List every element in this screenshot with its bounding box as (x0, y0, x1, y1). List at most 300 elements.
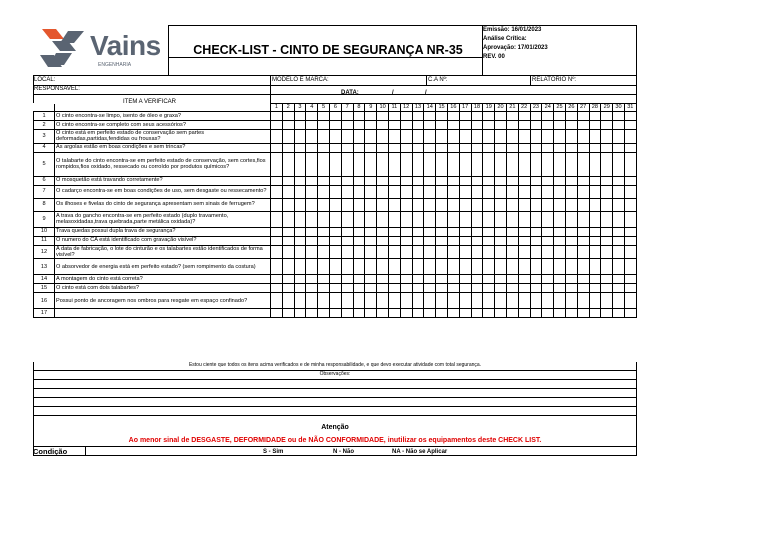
check-cell[interactable] (341, 121, 353, 130)
check-cell[interactable] (341, 152, 353, 176)
check-cell[interactable] (341, 198, 353, 211)
check-cell[interactable] (306, 185, 318, 198)
check-cell[interactable] (306, 211, 318, 227)
check-cell[interactable] (341, 275, 353, 284)
check-cell[interactable] (377, 198, 389, 211)
check-cell[interactable] (329, 185, 341, 198)
check-cell[interactable] (530, 176, 542, 185)
check-cell[interactable] (506, 293, 518, 309)
check-cell[interactable] (483, 112, 495, 121)
check-cell[interactable] (506, 245, 518, 259)
check-cell[interactable] (388, 259, 400, 275)
check-cell[interactable] (424, 152, 436, 176)
check-cell[interactable] (554, 284, 566, 293)
check-cell[interactable] (577, 185, 589, 198)
check-cell[interactable] (589, 143, 601, 152)
check-cell[interactable] (282, 130, 294, 144)
check-cell[interactable] (294, 198, 306, 211)
check-cell[interactable] (518, 259, 530, 275)
check-cell[interactable] (471, 130, 483, 144)
check-cell[interactable] (530, 112, 542, 121)
check-cell[interactable] (424, 293, 436, 309)
check-cell[interactable] (271, 143, 283, 152)
check-cell[interactable] (447, 236, 459, 245)
check-cell[interactable] (436, 176, 448, 185)
check-cell[interactable] (506, 185, 518, 198)
check-cell[interactable] (447, 309, 459, 318)
check-cell[interactable] (377, 112, 389, 121)
check-cell[interactable] (377, 236, 389, 245)
check-cell[interactable] (518, 176, 530, 185)
check-cell[interactable] (271, 198, 283, 211)
check-cell[interactable] (294, 211, 306, 227)
check-cell[interactable] (365, 245, 377, 259)
check-cell[interactable] (400, 293, 412, 309)
check-cell[interactable] (365, 309, 377, 318)
check-cell[interactable] (436, 227, 448, 236)
check-cell[interactable] (388, 275, 400, 284)
check-cell[interactable] (271, 284, 283, 293)
check-cell[interactable] (318, 284, 330, 293)
check-cell[interactable] (542, 236, 554, 245)
check-cell[interactable] (341, 245, 353, 259)
check-cell[interactable] (613, 121, 625, 130)
check-cell[interactable] (318, 245, 330, 259)
check-cell[interactable] (459, 227, 471, 236)
check-cell[interactable] (329, 245, 341, 259)
check-cell[interactable] (530, 293, 542, 309)
check-cell[interactable] (483, 227, 495, 236)
check-cell[interactable] (601, 284, 613, 293)
check-cell[interactable] (436, 275, 448, 284)
check-cell[interactable] (436, 236, 448, 245)
check-cell[interactable] (353, 185, 365, 198)
check-cell[interactable] (306, 198, 318, 211)
check-cell[interactable] (412, 236, 424, 245)
check-cell[interactable] (601, 121, 613, 130)
check-cell[interactable] (554, 275, 566, 284)
check-cell[interactable] (589, 309, 601, 318)
check-cell[interactable] (424, 259, 436, 275)
check-cell[interactable] (459, 284, 471, 293)
check-cell[interactable] (318, 211, 330, 227)
check-cell[interactable] (589, 152, 601, 176)
check-cell[interactable] (306, 227, 318, 236)
check-cell[interactable] (577, 112, 589, 121)
check-cell[interactable] (495, 211, 507, 227)
check-cell[interactable] (613, 130, 625, 144)
check-cell[interactable] (613, 284, 625, 293)
check-cell[interactable] (459, 152, 471, 176)
check-cell[interactable] (341, 227, 353, 236)
check-cell[interactable] (554, 227, 566, 236)
check-cell[interactable] (306, 176, 318, 185)
check-cell[interactable] (459, 245, 471, 259)
check-cell[interactable] (282, 112, 294, 121)
check-cell[interactable] (624, 185, 636, 198)
check-cell[interactable] (542, 176, 554, 185)
check-cell[interactable] (424, 176, 436, 185)
check-cell[interactable] (294, 293, 306, 309)
check-cell[interactable] (542, 198, 554, 211)
check-cell[interactable] (436, 211, 448, 227)
check-cell[interactable] (483, 309, 495, 318)
check-cell[interactable] (329, 211, 341, 227)
check-cell[interactable] (447, 293, 459, 309)
check-cell[interactable] (329, 198, 341, 211)
check-cell[interactable] (341, 176, 353, 185)
check-cell[interactable] (589, 284, 601, 293)
check-cell[interactable] (624, 112, 636, 121)
check-cell[interactable] (624, 176, 636, 185)
check-cell[interactable] (306, 309, 318, 318)
check-cell[interactable] (388, 143, 400, 152)
check-cell[interactable] (530, 227, 542, 236)
check-cell[interactable] (613, 309, 625, 318)
check-cell[interactable] (506, 130, 518, 144)
check-cell[interactable] (624, 236, 636, 245)
check-cell[interactable] (577, 309, 589, 318)
check-cell[interactable] (589, 245, 601, 259)
check-cell[interactable] (282, 211, 294, 227)
check-cell[interactable] (282, 185, 294, 198)
check-cell[interactable] (483, 293, 495, 309)
check-cell[interactable] (506, 284, 518, 293)
check-cell[interactable] (601, 275, 613, 284)
check-cell[interactable] (518, 130, 530, 144)
check-cell[interactable] (565, 211, 577, 227)
check-cell[interactable] (412, 259, 424, 275)
check-cell[interactable] (459, 293, 471, 309)
check-cell[interactable] (613, 259, 625, 275)
check-cell[interactable] (624, 121, 636, 130)
check-cell[interactable] (282, 143, 294, 152)
check-cell[interactable] (601, 245, 613, 259)
check-cell[interactable] (318, 293, 330, 309)
check-cell[interactable] (518, 284, 530, 293)
check-cell[interactable] (271, 309, 283, 318)
check-cell[interactable] (506, 176, 518, 185)
check-cell[interactable] (282, 293, 294, 309)
check-cell[interactable] (471, 211, 483, 227)
check-cell[interactable] (353, 176, 365, 185)
check-cell[interactable] (471, 293, 483, 309)
check-cell[interactable] (601, 143, 613, 152)
check-cell[interactable] (577, 284, 589, 293)
check-cell[interactable] (506, 112, 518, 121)
check-cell[interactable] (377, 185, 389, 198)
check-cell[interactable] (271, 275, 283, 284)
check-cell[interactable] (412, 121, 424, 130)
check-cell[interactable] (436, 121, 448, 130)
check-cell[interactable] (294, 259, 306, 275)
check-cell[interactable] (400, 152, 412, 176)
check-cell[interactable] (294, 152, 306, 176)
check-cell[interactable] (353, 152, 365, 176)
check-cell[interactable] (483, 185, 495, 198)
check-cell[interactable] (388, 198, 400, 211)
check-cell[interactable] (436, 130, 448, 144)
check-cell[interactable] (365, 275, 377, 284)
check-cell[interactable] (341, 236, 353, 245)
check-cell[interactable] (577, 236, 589, 245)
check-cell[interactable] (271, 185, 283, 198)
check-cell[interactable] (436, 143, 448, 152)
check-cell[interactable] (306, 236, 318, 245)
check-cell[interactable] (495, 245, 507, 259)
check-cell[interactable] (353, 198, 365, 211)
check-cell[interactable] (506, 198, 518, 211)
check-cell[interactable] (624, 259, 636, 275)
check-cell[interactable] (341, 185, 353, 198)
check-cell[interactable] (424, 245, 436, 259)
check-cell[interactable] (495, 275, 507, 284)
check-cell[interactable] (565, 275, 577, 284)
check-cell[interactable] (613, 245, 625, 259)
check-cell[interactable] (542, 143, 554, 152)
check-cell[interactable] (424, 309, 436, 318)
check-cell[interactable] (282, 176, 294, 185)
check-cell[interactable] (400, 185, 412, 198)
check-cell[interactable] (601, 176, 613, 185)
check-cell[interactable] (530, 236, 542, 245)
check-cell[interactable] (554, 245, 566, 259)
check-cell[interactable] (329, 284, 341, 293)
check-cell[interactable] (459, 130, 471, 144)
check-cell[interactable] (613, 293, 625, 309)
check-cell[interactable] (506, 275, 518, 284)
check-cell[interactable] (459, 309, 471, 318)
check-cell[interactable] (565, 176, 577, 185)
check-cell[interactable] (565, 143, 577, 152)
check-cell[interactable] (341, 211, 353, 227)
check-cell[interactable] (565, 309, 577, 318)
check-cell[interactable] (341, 130, 353, 144)
check-cell[interactable] (624, 227, 636, 236)
check-cell[interactable] (471, 236, 483, 245)
check-cell[interactable] (530, 211, 542, 227)
check-cell[interactable] (459, 121, 471, 130)
check-cell[interactable] (447, 275, 459, 284)
check-cell[interactable] (329, 152, 341, 176)
check-cell[interactable] (412, 309, 424, 318)
check-cell[interactable] (318, 185, 330, 198)
check-cell[interactable] (589, 121, 601, 130)
check-cell[interactable] (388, 152, 400, 176)
check-cell[interactable] (282, 284, 294, 293)
check-cell[interactable] (542, 121, 554, 130)
check-cell[interactable] (518, 121, 530, 130)
check-cell[interactable] (400, 236, 412, 245)
check-cell[interactable] (377, 121, 389, 130)
check-cell[interactable] (471, 185, 483, 198)
check-cell[interactable] (483, 176, 495, 185)
check-cell[interactable] (624, 130, 636, 144)
check-cell[interactable] (318, 130, 330, 144)
check-cell[interactable] (365, 185, 377, 198)
check-cell[interactable] (589, 259, 601, 275)
check-cell[interactable] (388, 227, 400, 236)
check-cell[interactable] (388, 176, 400, 185)
check-cell[interactable] (436, 198, 448, 211)
check-cell[interactable] (554, 259, 566, 275)
check-cell[interactable] (377, 176, 389, 185)
check-cell[interactable] (601, 236, 613, 245)
check-cell[interactable] (436, 309, 448, 318)
check-cell[interactable] (554, 211, 566, 227)
check-cell[interactable] (495, 293, 507, 309)
check-cell[interactable] (365, 130, 377, 144)
check-cell[interactable] (530, 198, 542, 211)
check-cell[interactable] (589, 185, 601, 198)
check-cell[interactable] (589, 176, 601, 185)
check-cell[interactable] (506, 227, 518, 236)
check-cell[interactable] (601, 112, 613, 121)
check-cell[interactable] (471, 198, 483, 211)
check-cell[interactable] (318, 309, 330, 318)
check-cell[interactable] (400, 198, 412, 211)
check-cell[interactable] (412, 275, 424, 284)
check-cell[interactable] (624, 309, 636, 318)
check-cell[interactable] (518, 275, 530, 284)
check-cell[interactable] (530, 185, 542, 198)
check-cell[interactable] (530, 284, 542, 293)
check-cell[interactable] (577, 275, 589, 284)
check-cell[interactable] (589, 211, 601, 227)
check-cell[interactable] (518, 185, 530, 198)
check-cell[interactable] (377, 152, 389, 176)
check-cell[interactable] (377, 143, 389, 152)
check-cell[interactable] (365, 198, 377, 211)
check-cell[interactable] (542, 211, 554, 227)
check-cell[interactable] (282, 259, 294, 275)
check-cell[interactable] (271, 130, 283, 144)
check-cell[interactable] (306, 112, 318, 121)
check-cell[interactable] (271, 236, 283, 245)
check-cell[interactable] (565, 293, 577, 309)
check-cell[interactable] (554, 130, 566, 144)
check-cell[interactable] (495, 284, 507, 293)
check-cell[interactable] (424, 121, 436, 130)
check-cell[interactable] (412, 185, 424, 198)
check-cell[interactable] (518, 245, 530, 259)
check-cell[interactable] (353, 259, 365, 275)
check-cell[interactable] (459, 236, 471, 245)
check-cell[interactable] (365, 259, 377, 275)
check-cell[interactable] (624, 143, 636, 152)
check-cell[interactable] (495, 130, 507, 144)
check-cell[interactable] (353, 309, 365, 318)
check-cell[interactable] (577, 176, 589, 185)
check-cell[interactable] (318, 112, 330, 121)
check-cell[interactable] (518, 293, 530, 309)
check-cell[interactable] (271, 176, 283, 185)
check-cell[interactable] (436, 245, 448, 259)
check-cell[interactable] (271, 293, 283, 309)
check-cell[interactable] (353, 236, 365, 245)
check-cell[interactable] (518, 198, 530, 211)
check-cell[interactable] (271, 211, 283, 227)
check-cell[interactable] (318, 259, 330, 275)
check-cell[interactable] (530, 309, 542, 318)
check-cell[interactable] (400, 275, 412, 284)
check-cell[interactable] (353, 227, 365, 236)
check-cell[interactable] (589, 236, 601, 245)
check-cell[interactable] (554, 309, 566, 318)
check-cell[interactable] (294, 112, 306, 121)
check-cell[interactable] (377, 245, 389, 259)
check-cell[interactable] (341, 259, 353, 275)
check-cell[interactable] (601, 152, 613, 176)
check-cell[interactable] (624, 293, 636, 309)
check-cell[interactable] (318, 236, 330, 245)
check-cell[interactable] (412, 284, 424, 293)
check-cell[interactable] (565, 112, 577, 121)
check-cell[interactable] (306, 284, 318, 293)
check-cell[interactable] (589, 112, 601, 121)
check-cell[interactable] (365, 112, 377, 121)
check-cell[interactable] (341, 112, 353, 121)
check-cell[interactable] (542, 259, 554, 275)
check-cell[interactable] (329, 176, 341, 185)
check-cell[interactable] (365, 121, 377, 130)
check-cell[interactable] (365, 211, 377, 227)
check-cell[interactable] (589, 130, 601, 144)
check-cell[interactable] (530, 275, 542, 284)
check-cell[interactable] (483, 245, 495, 259)
check-cell[interactable] (377, 130, 389, 144)
check-cell[interactable] (318, 143, 330, 152)
check-cell[interactable] (613, 176, 625, 185)
check-cell[interactable] (436, 112, 448, 121)
check-cell[interactable] (294, 185, 306, 198)
check-cell[interactable] (542, 130, 554, 144)
check-cell[interactable] (329, 293, 341, 309)
check-cell[interactable] (424, 227, 436, 236)
check-cell[interactable] (518, 143, 530, 152)
check-cell[interactable] (436, 185, 448, 198)
check-cell[interactable] (412, 211, 424, 227)
check-cell[interactable] (483, 121, 495, 130)
check-cell[interactable] (495, 143, 507, 152)
check-cell[interactable] (459, 176, 471, 185)
check-cell[interactable] (447, 211, 459, 227)
check-cell[interactable] (554, 198, 566, 211)
check-cell[interactable] (589, 293, 601, 309)
check-cell[interactable] (400, 211, 412, 227)
check-cell[interactable] (412, 143, 424, 152)
check-cell[interactable] (530, 130, 542, 144)
check-cell[interactable] (388, 185, 400, 198)
check-cell[interactable] (518, 211, 530, 227)
check-cell[interactable] (495, 185, 507, 198)
check-cell[interactable] (377, 227, 389, 236)
check-cell[interactable] (565, 130, 577, 144)
check-cell[interactable] (495, 176, 507, 185)
check-cell[interactable] (329, 227, 341, 236)
check-cell[interactable] (613, 143, 625, 152)
check-cell[interactable] (483, 152, 495, 176)
check-cell[interactable] (412, 112, 424, 121)
check-cell[interactable] (483, 198, 495, 211)
check-cell[interactable] (624, 152, 636, 176)
check-cell[interactable] (412, 293, 424, 309)
check-cell[interactable] (601, 309, 613, 318)
check-cell[interactable] (306, 293, 318, 309)
check-cell[interactable] (400, 259, 412, 275)
check-cell[interactable] (294, 121, 306, 130)
check-cell[interactable] (306, 275, 318, 284)
